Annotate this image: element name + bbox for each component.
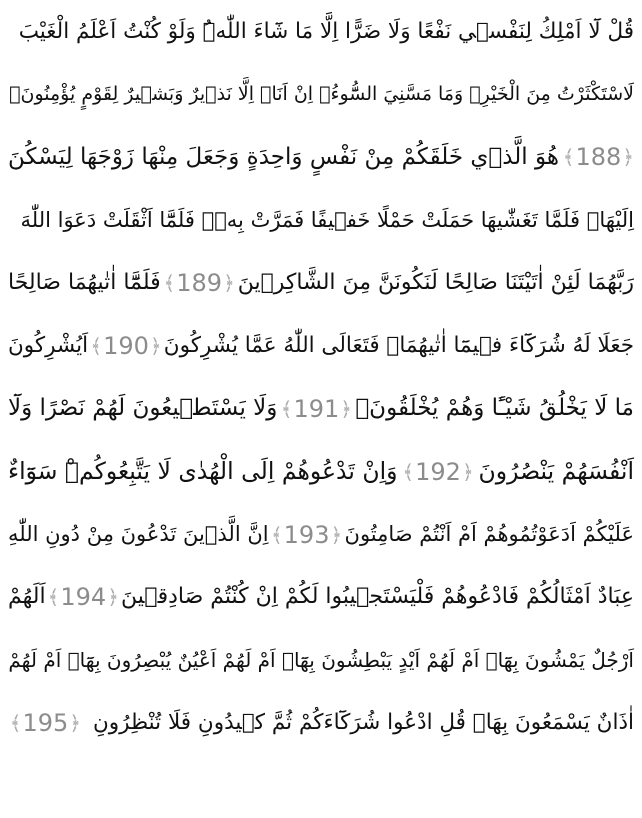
ornament-right: ﴿: [461, 459, 474, 484]
verse-line: [8, 252, 634, 315]
ornament-left: ﴾: [90, 333, 103, 358]
verse-text: اَيُشْرِكُونَ: [8, 333, 89, 359]
verse-text: هُوَ الَّذٖي خَلَقَكُمْ مِنْ نَفْسٍ وَاحِدَةٍ وَجَعَلَ مِنْهَا زَوْجَهَا لِيَسْكُنَ: [8, 143, 560, 170]
verse-text: مَا لَا يَخْلُقُ شَيْـًٔا وَهُمْ يُخْلَقُونَۘ: [355, 395, 634, 422]
ayah-number-marker: [164, 271, 235, 295]
verse-line: [8, 189, 634, 252]
ornament-right: ﴿: [69, 711, 81, 736]
ayah-number: 194: [60, 583, 107, 612]
verse-text: وَلَا يَسْتَطٖيعُونَ لَهُمْ نَصْرًا وَلَٓا: [8, 395, 278, 422]
ornament-left: ﴾: [402, 459, 415, 484]
ornament-right: ﴿: [107, 585, 119, 610]
verse-line: [8, 377, 634, 440]
ornament-left: ﴾: [9, 711, 22, 736]
verse-text: اَنْفُسَهُمْ يَنْصُرُونَ: [478, 456, 634, 485]
verse-line: [8, 629, 634, 692]
ayah-number-marker: [47, 583, 119, 612]
verse-text: اِلَيْهَاۚ فَلَمَّا تَغَشّٰيهَا حَمَلَتْ حَمْلًا خَفٖيفًا فَمَرَّتْ بِهٖۚ فَلَمَّٓا اَثْقَلَتْ دَعَوَا اللّٰهَ: [20, 207, 634, 232]
ayah-number: 191: [293, 394, 340, 423]
verse-line: [8, 0, 634, 63]
verse-line: [8, 314, 634, 377]
verse-text: اَلَهُمْ: [8, 584, 46, 610]
ornament-left: ﴾: [47, 585, 60, 610]
verse-text: وَاِنْ تَدْعُوهُمْ اِلَى الْهُدٰى لَا يَتَّبِعُوكُمْۜ سَوَٓاءٌ: [8, 456, 398, 485]
ayah-number: 192: [415, 457, 461, 486]
ayah-number: 190: [103, 331, 149, 360]
verse-line: [8, 63, 634, 126]
verse-line: [8, 692, 634, 755]
ayah-number: 195: [22, 709, 69, 738]
verse-text: اٰذَانٌ يَسْمَعُونَ بِهَاۜ قُلِ ادْعُوا شُرَكَٓاءَكُمْ ثُمَّ كٖيدُونِ فَلَا تُنْظِرُونِ: [93, 710, 634, 736]
verse-text: جَعَلَا لَهُ شُرَكَٓاءَ فٖيمَٓا اٰتٰيهُمَاۚ فَتَعَالَى اللّٰهُ عَمَّا يُشْرِكُونَ: [163, 333, 634, 359]
ornament-right: ﴿: [223, 271, 235, 295]
verse-line: [8, 440, 634, 503]
ornament-right: ﴿: [330, 522, 343, 547]
ayah-number-marker: [562, 143, 634, 172]
verse-text: اَرْجُلٌ يَمْشُونَ بِهَٓاۘ اَمْ لَهُمْ اَيْدٍ يَبْطِشُونَ بِهَٓاۘ اَمْ لَهُمْ اَعْيُنٌ يُبْصِرُونَ بِهَٓاۘ اَمْ لَهُمْ: [8, 648, 634, 673]
ornament-left: ﴾: [163, 271, 176, 295]
ayah-number-marker: [402, 457, 474, 486]
verse-text: لَاسْتَكْثَرْتُ مِنَ الْخَيْرِۚ وَمَا مَسَّنِيَ السُّٓوءُۚ اِنْ اَنَا۬ اِلَّا نَذٖيرٌ وَبَشٖيرٌ لِقَوْمٍ يُؤْمِنُونَ۟: [9, 82, 634, 105]
verse-text: فَلَمَّٓا اٰتٰيهُمَا صَالِحًا: [8, 270, 161, 295]
ayah-number-marker: [270, 520, 343, 549]
ayah-number-marker: [9, 709, 81, 738]
verse-line: [8, 126, 634, 189]
verse-text: اِنَّ الَّذٖينَ تَدْعُونَ مِنْ دُونِ اللّٰهِ: [8, 522, 269, 547]
verse-text: رَبَّهُمَا لَئِنْ اٰتَيْتَنَا صَالِحًا لَنَكُونَنَّ مِنَ الشَّاكِرٖينَ: [237, 270, 634, 295]
ayah-number: 193: [283, 520, 330, 549]
ayah-number-marker: [90, 331, 162, 360]
ayah-number-marker: [280, 394, 352, 423]
ornament-right: ﴿: [622, 145, 634, 170]
ayah-number: 188: [575, 143, 622, 172]
verse-line: [8, 566, 634, 629]
verse-text: عِبَادٌ اَمْثَالُكُمْ فَادْعُوهُمْ فَلْيَسْتَجٖيبُوا لَكُمْ اِنْ كُنْتُمْ صَادِقٖينَ: [120, 584, 634, 610]
ornament-left: ﴾: [280, 396, 293, 421]
ornament-left: ﴾: [562, 145, 575, 170]
verse-line: [8, 503, 634, 566]
verse-text: قُلْ لَٓا اَمْلِكُ لِنَفْسٖي نَفْعًا وَلَا ضَرًّا اِلَّا مَا شَٓاءَ اللّٰهُۜ وَلَوْ كُنْتُ اَعْلَمُ الْغَيْبَ: [18, 18, 634, 44]
ornament-right: ﴿: [340, 396, 352, 421]
verse-text: عَلَيْكُمْ اَدَعَوْتُمُوهُمْ اَمْ اَنْتُمْ صَامِتُونَ: [344, 522, 634, 547]
ornament-left: ﴾: [270, 522, 283, 547]
ornament-right: ﴿: [149, 333, 162, 358]
ayah-number: 189: [176, 269, 223, 297]
